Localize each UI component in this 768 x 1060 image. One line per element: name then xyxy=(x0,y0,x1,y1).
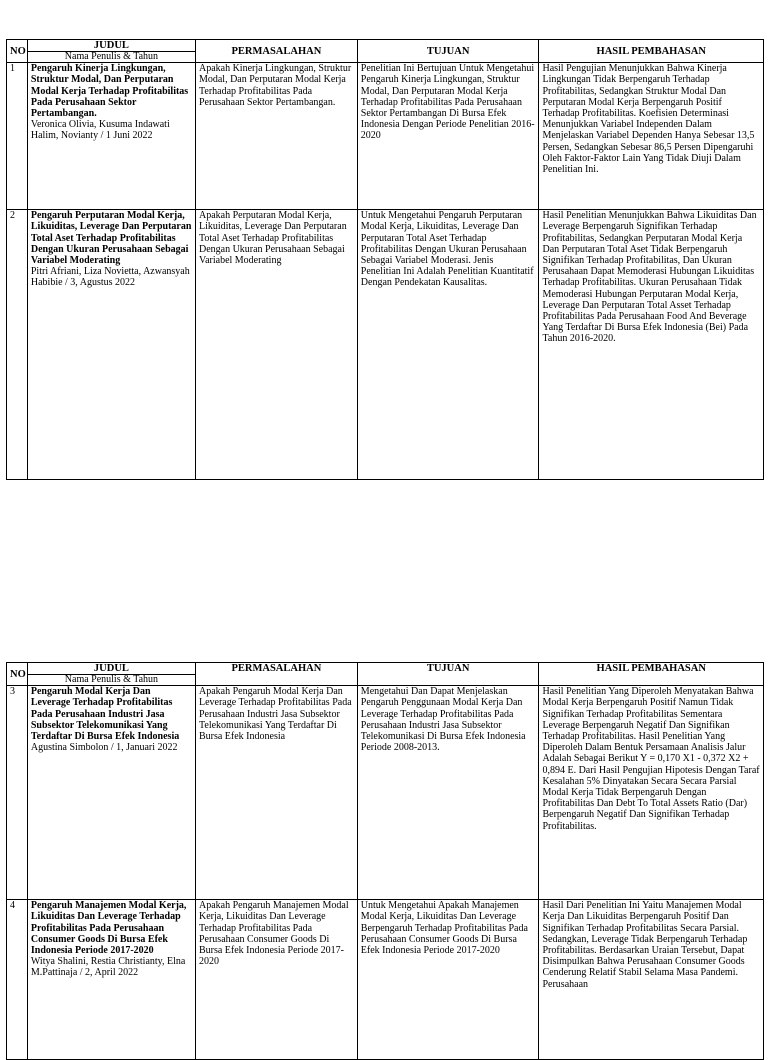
paper-title: Pengaruh Modal Kerja Dan Leverage Terhadap Profitabilitas Pada Perusahaan Industri Jasa Subsektor Telekomunikasi Yang Terdaftar Di Bursa Efek Indonesia xyxy=(30,686,180,743)
tujuan-cell: Untuk Mengetahui Pengaruh Perputaran Modal Kerja, Likuiditas, Leverage Dan Perputaran Total Aset Terhadap Profitabilitas Dengan Ukuran Perusahaan Sebagai Variabel Moderasi. Jenis Penelitian Ini Adalah Penelitian Kuantitatif Dengan Pendekatan Kausalitas. xyxy=(357,210,539,480)
paper-authors: Agustina Simbolon / 1, Januari 2022 xyxy=(30,742,178,754)
table-row xyxy=(7,686,764,900)
paper-title: Pengaruh Perputaran Modal Kerja, Likuiditas, Leverage Dan Perputaran Total Aset Terhadap Profitabilitas Dengan Ukuran Perusahaan Sebagai Variabel Moderating xyxy=(30,210,192,267)
hasil-cell: Hasil Pengujian Menunjukkan Bahwa Kinerja Lingkungan Tidak Berpengaruh Terhadap Profitabilitas, Sedangkan Struktur Modal Dan Perputaran Modal Kerja Berpengaruh Positif Terhadap Profitabilitas. Koefisien Determinasi Menunjukkan Variabel Independen Dalam Menjelaskan Variabel Dependen Hanya Sebesar 13,5 Persen, Sedangkan Sebesar 86,5 Persen Dipengaruhi Oleh Faktor-Faktor Lain Yang Tidak Diuji Dalam Penelitian Ini. xyxy=(539,63,764,210)
permasalahan-cell: Apakah Pengaruh Manajemen Modal Kerja, Likuiditas Dan Leverage Terhadap Profitabilitas Pada Perusahaan Consumer Goods Di Bursa Efek Indonesia Periode 2017-2020 xyxy=(195,900,357,1060)
row-number: 2 xyxy=(7,210,28,480)
judul-cell xyxy=(27,63,195,210)
header-penulis: Nama Penulis & Tahun xyxy=(27,675,195,686)
row-number: 3 xyxy=(7,686,28,900)
header-penulis: Nama Penulis & Tahun xyxy=(27,52,195,63)
judul-cell xyxy=(27,686,195,900)
row-number: 1 xyxy=(7,63,28,210)
table-row xyxy=(7,900,764,1060)
permasalahan-cell: Apakah Pengaruh Modal Kerja Dan Leverage Terhadap Profitabilitas Pada Perusahaan Industri Jasa Subsektor Telekomunikasi Yang Terdaftar Di Bursa Efek Indonesia xyxy=(195,686,357,900)
header-tujuan: TUJUAN xyxy=(357,663,539,686)
header-hasil: HASIL PEMBAHASAN xyxy=(539,40,764,63)
paper-authors: Witya Shalini, Restia Christianty, Elna M.Pattinaja / 2, April 2022 xyxy=(30,956,186,979)
row-number: 4 xyxy=(7,900,28,1060)
paper-title: Pengaruh Kinerja Lingkungan, Struktur Modal, Dan Perputaran Modal Kerja Terhadap Profitabilitas Pada Perusahaan Sektor Pertambangan. xyxy=(30,63,189,120)
tujuan-cell: Penelitian Ini Bertujuan Untuk Mengetahui Pengaruh Kinerja Lingkungan, Struktur Modal, Dan Perputaran Modal Kerja Terhadap Profitabilitas Pada Perusahaan Sektor Pertambangan Di Bursa Efek Indonesia Dengan Periode Penelitian 2016-2020 xyxy=(357,63,539,210)
hasil-cell: Hasil Penelitian Yang Diperoleh Menyatakan Bahwa Modal Kerja Berpengaruh Positif Namun Tidak Signifikan Terhadap Profitabilitas Sementara Leverage Berpengaruh Negatif Dan Signifikan Terhadap Profitabilitas. Hasil Penelitian Yang Diperoleh Dalam Bentuk Persamaan Analisis Jalur Adalah Sebagai Berikut Y = 0,170 X1 - 0,372 X2 + 0,894 E. Dari Hasil Pengujian Hipotesis Dengan Taraf Kesalahan 5% Dinyatakan Secara Secara Parsial Modal Kerja Tidak Berpengaruh Dengan Profitabilitas Dan Debt To Total Assets Ratio (Dar) Berpengaruh Negatif Dan Signifikan Terhadap Profitabilitas. xyxy=(539,686,764,900)
header-no: NO xyxy=(7,40,28,63)
literature-table-1 xyxy=(6,39,764,480)
judul-cell xyxy=(27,900,195,1060)
paper-authors: Pitri Afriani, Liza Novietta, Azwansyah Habibie / 3, Agustus 2022 xyxy=(30,266,190,289)
paper-authors: Veronica Olivia, Kusuma Indawati Halim, Novianty / 1 Juni 2022 xyxy=(30,119,170,142)
permasalahan-cell: Apakah Perputaran Modal Kerja, Likuiditas, Leverage Dan Perputaran Total Aset Terhadap Profitabilitas Dengan Ukuran Perusahaan Sebagai Variabel Moderating xyxy=(195,210,357,480)
hasil-cell: Hasil Penelitian Menunjukkan Bahwa Likuiditas Dan Leverage Berpengaruh Signifikan Terhadap Profitabilitas, Sedangkan Perputaran Modal Kerja Dan Perputaran Total Aset Tidak Berpengaruh Signifikan Terhadap Profitabilitas, Dan Ukuran Perusahaan Dapat Memoderasi Hubungan Likuiditas Terhadap Profitabilitas. Ukuran Perusahaan Tidak Memoderasi Hubungan Perputaran Modal Kerja, Leverage Dan Perputaran Total Asset Terhadap Profitabilitas Pada Perusahaan Food And Beverage Yang Terdaftar Di Bursa Efek Indonesia (Bei) Pada Tahun 2016-2020. xyxy=(539,210,764,480)
header-judul: JUDUL xyxy=(27,40,195,52)
hasil-cell: Hasil Dari Penelitian Ini Yaitu Manajemen Modal Kerja Dan Likuiditas Berpengaruh Positif Dan Signifikan Terhadap Profitabilitas Secara Parsial. Sedangkan, Leverage Tidak Berpengaruh Terhadap Profitabilitas. Berdasarkan Uraian Tersebut, Dapat Disimpulkan Bahwa Perusahaan Consumer Goods Cenderung Relatif Stabil Selama Masa Pandemi. Perusahaan xyxy=(539,900,764,1060)
header-tujuan: TUJUAN xyxy=(357,40,539,63)
table-row xyxy=(7,63,764,210)
header-no: NO xyxy=(7,663,28,686)
judul-cell xyxy=(27,210,195,480)
tujuan-cell: Untuk Mengetahui Apakah Manajemen Modal Kerja, Likuiditas Dan Leverage Berpengaruh Terhadap Profitabilitas Pada Perusahaan Consumer Goods Di Bursa Efek Indonesia Periode 2017-2020 xyxy=(357,900,539,1060)
tujuan-cell: Mengetahui Dan Dapat Menjelaskan Pengaruh Penggunaan Modal Kerja Dan Leverage Terhadap Profitabilitas Pada Perusahaan Industri Jasa Subsektor Telekomunikasi Di Bursa Efek Indonesia Periode 2008-2013. xyxy=(357,686,539,900)
table-row xyxy=(7,210,764,480)
permasalahan-cell: Apakah Kinerja Lingkungan, Struktur Modal, Dan Perputaran Modal Kerja Terhadap Profitabilitas Pada Perusahaan Sektor Pertambangan. xyxy=(195,63,357,210)
header-permasalahan: PERMASALAHAN xyxy=(195,40,357,63)
header-hasil: HASIL PEMBAHASAN xyxy=(539,663,764,686)
header-judul: JUDUL xyxy=(27,663,195,675)
paper-title: Pengaruh Manajemen Modal Kerja, Likuiditas Dan Leverage Terhadap Profitabilitas Pada Perusahaan Consumer Goods Di Bursa Efek Indonesia Periode 2017-2020 xyxy=(30,900,187,957)
literature-table-2 xyxy=(6,662,764,1060)
header-permasalahan: PERMASALAHAN xyxy=(195,663,357,686)
